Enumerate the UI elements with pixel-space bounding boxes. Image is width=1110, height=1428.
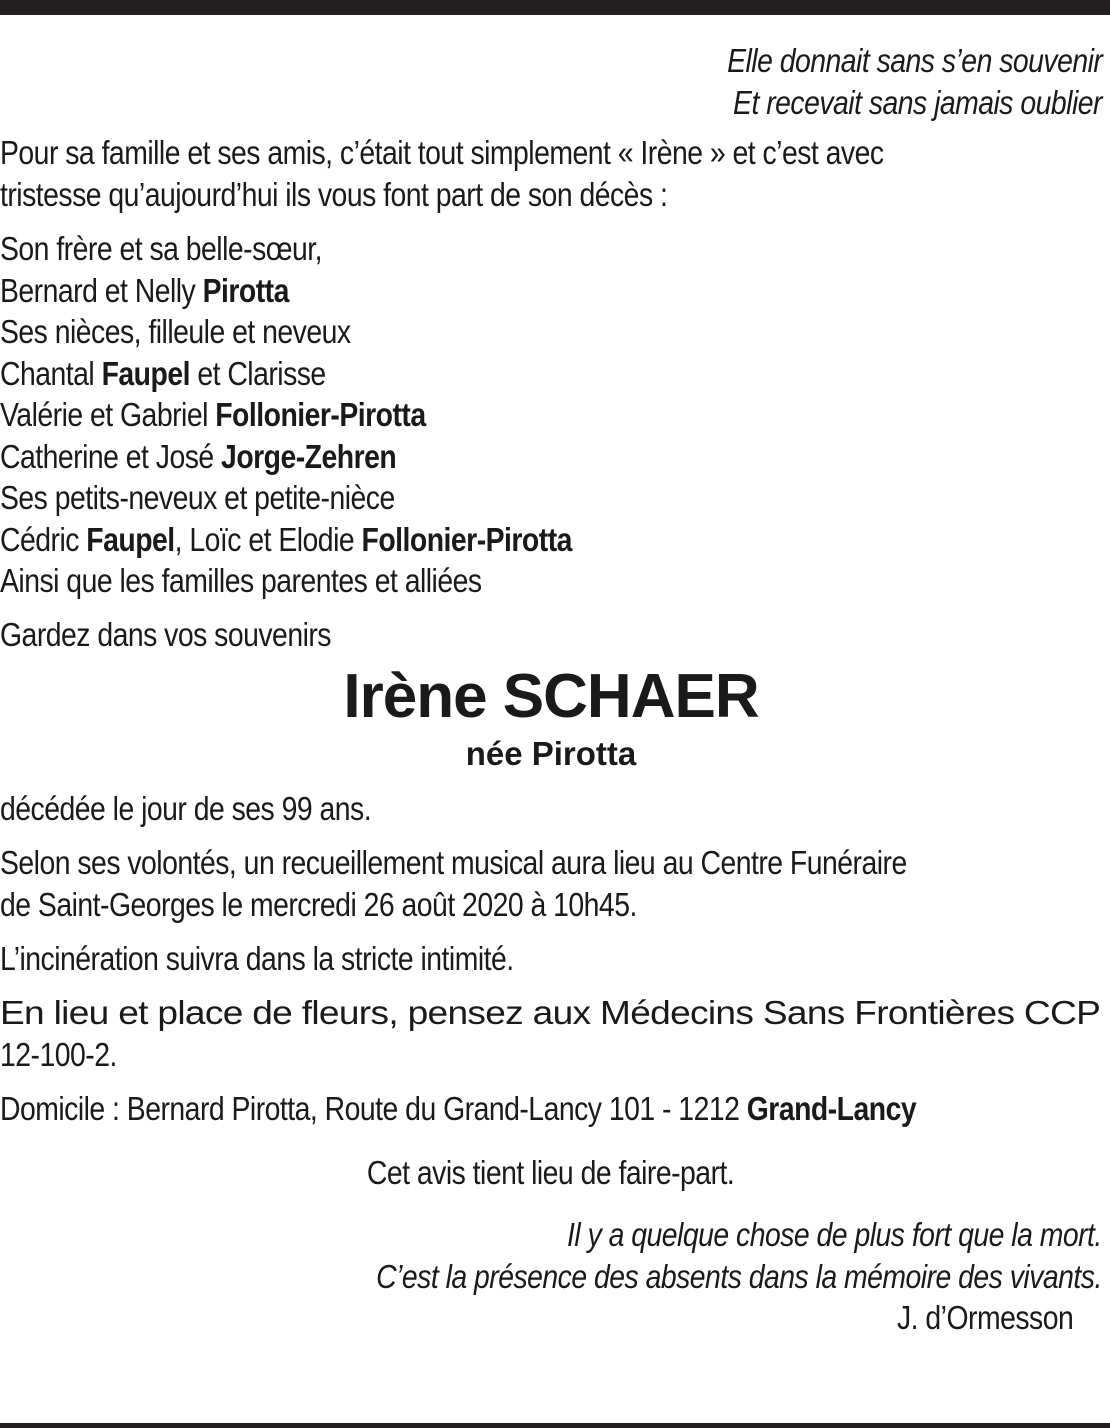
flowers-line-1: En lieu et place de fleurs, pensez aux Médecins Sans Frontières CCP — [0, 993, 1101, 1031]
opening-quote-line-2: Et recevait sans jamais oublier — [733, 84, 1102, 121]
family-line-6-surname: Jorge-Zehren — [221, 437, 397, 475]
family-line-5-given: Valérie et Gabriel — [0, 396, 216, 433]
family-line-7: Ses petits-neveux et petite-nièce — [0, 479, 395, 516]
domicile-address: Domicile : Bernard Pirotta, Route du Grand-Lancy 101 - 1212 — [0, 1089, 747, 1127]
opening-quote-line-1: Elle donnait sans s’en souvenir — [726, 42, 1102, 79]
intro-line-1: Pour sa famille et ses amis, c’était tout simplement « Irène » et c’est avec — [0, 134, 884, 171]
family-line-8-given: Cédric — [0, 520, 87, 558]
family-line-4-given: Chantal — [0, 354, 102, 392]
intro-paragraph — [0, 132, 1102, 216]
closing-quote — [0, 1214, 1102, 1298]
family-line-8-surname-2: Follonier-Pirotta — [361, 520, 572, 558]
ceremony-paragraph — [0, 842, 1102, 926]
domicile-city: Grand-Lancy — [746, 1089, 917, 1127]
family-line-4-rest: et Clarisse — [189, 354, 326, 392]
quote-author-text: J. d’Ormesson — [897, 1298, 1074, 1336]
family-line-6-given: Catherine et José — [0, 437, 222, 475]
family-line-3: Ses nièces, filleule et neveux — [0, 313, 351, 350]
incineration-note — [0, 938, 1102, 980]
notice-line — [0, 1152, 1102, 1194]
family-line-8-surname-1: Faupel — [86, 520, 175, 558]
flowers-line-2: 12-100-2. — [0, 1035, 117, 1073]
deceased-age — [0, 788, 1102, 830]
domicile-line — [0, 1088, 1102, 1130]
bottom-rule — [0, 1423, 1110, 1428]
family-line-4-surname: Faupel — [101, 354, 190, 392]
intro-line-2: tristesse qu’aujourd’hui ils vous font part de son décès : — [0, 176, 668, 213]
keep-in-memory — [0, 614, 1102, 656]
quote-author — [0, 1298, 1102, 1338]
deceased-age-text: décédée le jour de ses 99 ans. — [0, 789, 372, 827]
top-rule — [0, 0, 1110, 15]
family-line-8-given-2: , Loïc et Elodie — [174, 520, 362, 558]
deceased-name: Irène SCHAER — [343, 661, 759, 731]
ceremony-line-1: Selon ses volontés, un recueillement musical aura lieu au Centre Funéraire — [0, 843, 907, 881]
family-line-1: Son frère et sa belle-sœur, — [0, 230, 323, 267]
opening-quote — [0, 40, 1102, 124]
family-line-9: Ainsi que les familles parentes et alliées — [0, 562, 482, 599]
closing-quote-line-2: C’est la présence des absents dans la mémoire des vivants. — [376, 1257, 1102, 1295]
family-line-2-surname: Pirotta — [202, 271, 289, 309]
incineration-text: L’incinération suivra dans la stricte intimité. — [0, 939, 514, 977]
ceremony-line-2: de Saint-Georges le mercredi 26 août 2020 à 10h45. — [0, 885, 637, 923]
family-line-2-given: Bernard et Nelly — [0, 271, 203, 309]
obituary-notice — [0, 40, 1102, 1338]
family-line-5-surname: Follonier-Pirotta — [215, 396, 426, 433]
flowers-paragraph — [0, 992, 1102, 1076]
keep-in-memory-text: Gardez dans vos souvenirs — [0, 615, 331, 653]
closing-quote-line-1: Il y a quelque chose de plus fort que la mort. — [567, 1215, 1102, 1253]
family-list — [0, 228, 1102, 602]
notice-text: Cet avis tient lieu de faire-part. — [367, 1153, 735, 1191]
maiden-name: née Pirotta — [465, 734, 637, 772]
